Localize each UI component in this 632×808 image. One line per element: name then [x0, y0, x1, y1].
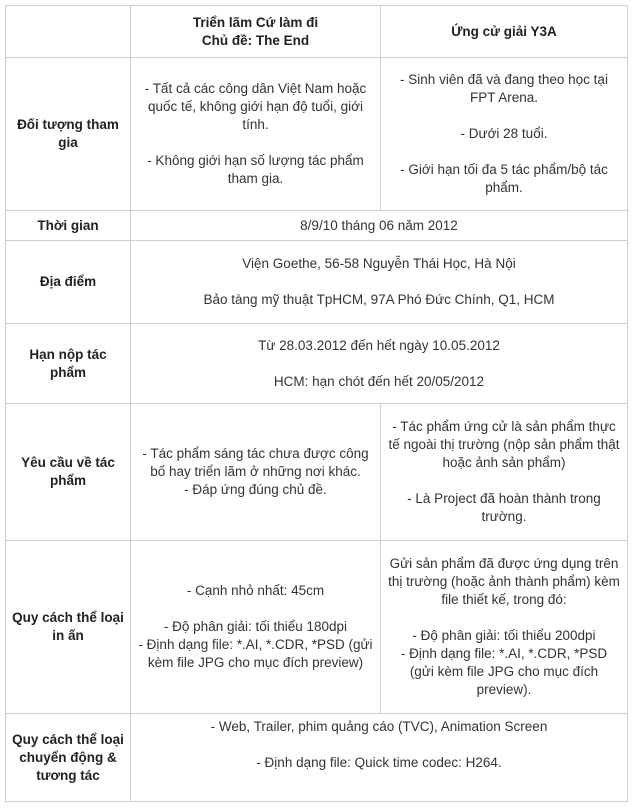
- cell-paragraph: - Đáp ứng đúng chủ đề.: [184, 482, 327, 497]
- header-award-title: Ứng cử giải Y3A: [451, 23, 557, 39]
- header-exhibition-cell: [131, 6, 381, 58]
- participants-exhibition-cell: [131, 58, 381, 211]
- table-row-motion-specs: [6, 714, 628, 802]
- cell-paragraph: - Dưới 28 tuổi.: [460, 126, 548, 141]
- cell-paragraph: - Định dạng file: Quick time codec: H264.: [256, 755, 502, 770]
- cell-paragraph: - Định dạng file: *.AI, *.CDR, *PSD (gửi kèm file JPG cho mục đích preview).: [400, 646, 608, 697]
- header-empty-cell: [6, 6, 131, 58]
- row-label: Địa điểm: [6, 241, 131, 324]
- table-row-print-specs: [6, 541, 628, 714]
- requirements-award-cell: [381, 404, 628, 541]
- table-row-location: [6, 241, 628, 324]
- cell-paragraph: - Độ phân giải: tối thiểu 180dpi: [163, 619, 348, 634]
- print-specs-exhibition-cell: [131, 541, 381, 714]
- cell-paragraph: - Là Project đã hoàn thành trong trường.: [407, 491, 601, 524]
- cell-paragraph: - Giới hạn tối đa 5 tác phẩm/bộ tác phẩm.: [400, 162, 608, 195]
- event-comparison-table: [5, 5, 628, 802]
- row-label: Thời gian: [6, 211, 131, 241]
- cell-paragraph: - Tác phẩm ứng cử là sản phẩm thực tế ngoài thị trường (nộp sản phẩm thật hoặc ảnh sản phẩm): [388, 419, 620, 470]
- row-label: Đối tượng tham gia: [6, 58, 131, 211]
- table-row-time: [6, 211, 628, 241]
- cell-paragraph: - Độ phân giải: tối thiểu 200dpi: [412, 628, 596, 643]
- table-row-participants: [6, 58, 628, 211]
- deadline-value-cell: [131, 324, 628, 404]
- row-label: Yêu cầu về tác phẩm: [6, 404, 131, 541]
- cell-paragraph: Từ 28.03.2012 đến hết ngày 10.05.2012: [258, 337, 500, 353]
- cell-paragraph: Gửi sản phẩm đã được ứng dụng trên thị trường (hoặc ảnh thành phẩm) kèm file thiết kế, trong đó:: [388, 556, 620, 607]
- row-label: Quy cách thể loại chuyển động & tương tác: [6, 714, 131, 802]
- cell-paragraph: - Sinh viên đã và đang theo học tại FPT Arena.: [400, 72, 608, 105]
- row-label: Quy cách thể loại in ấn: [6, 541, 131, 714]
- requirements-exhibition-cell: [131, 404, 381, 541]
- table-row-requirements: [6, 404, 628, 541]
- header-exhibition-theme: Chủ đề: The End: [201, 32, 310, 48]
- cell-paragraph: - Web, Trailer, phim quảng cáo (TVC), Animation Screen: [210, 719, 548, 734]
- motion-specs-value-cell: [131, 714, 628, 802]
- time-value-cell: 8/9/10 tháng 06 năm 2012: [131, 211, 628, 241]
- location-value-cell: [131, 241, 628, 324]
- cell-paragraph: - Tác phẩm sáng tác chưa được công bố hay triển lãm ở những nơi khác.: [142, 446, 369, 479]
- cell-paragraph: - Không giới hạn số lượng tác phẩm tham gia.: [147, 153, 364, 186]
- cell-paragraph: Viện Goethe, 56-58 Nguyễn Thái Học, Hà Nội: [242, 256, 516, 271]
- cell-paragraph: - Định dạng file: *.AI, *.CDR, *PSD (gửi kèm file JPG cho mục đích preview): [138, 637, 373, 670]
- cell-paragraph: - Cạnh nhỏ nhất: 45cm: [186, 583, 325, 598]
- row-label: Hạn nộp tác phẩm: [6, 324, 131, 404]
- header-award-cell: [381, 6, 628, 58]
- table-row-deadline: [6, 324, 628, 404]
- cell-paragraph: Bảo tàng mỹ thuật TpHCM, 97A Phó Đức Chính, Q1, HCM: [203, 292, 555, 307]
- cell-paragraph: HCM: hạn chót đến hết 20/05/2012: [273, 373, 485, 389]
- table-header-row: [6, 6, 628, 58]
- header-exhibition-title: Triển lãm Cứ làm đi: [192, 14, 319, 30]
- cell-paragraph: - Tất cả các công dân Việt Nam hoặc quốc tế, không giới hạn độ tuổi, giới tính.: [144, 81, 367, 132]
- participants-award-cell: [381, 58, 628, 211]
- print-specs-award-cell: [381, 541, 628, 714]
